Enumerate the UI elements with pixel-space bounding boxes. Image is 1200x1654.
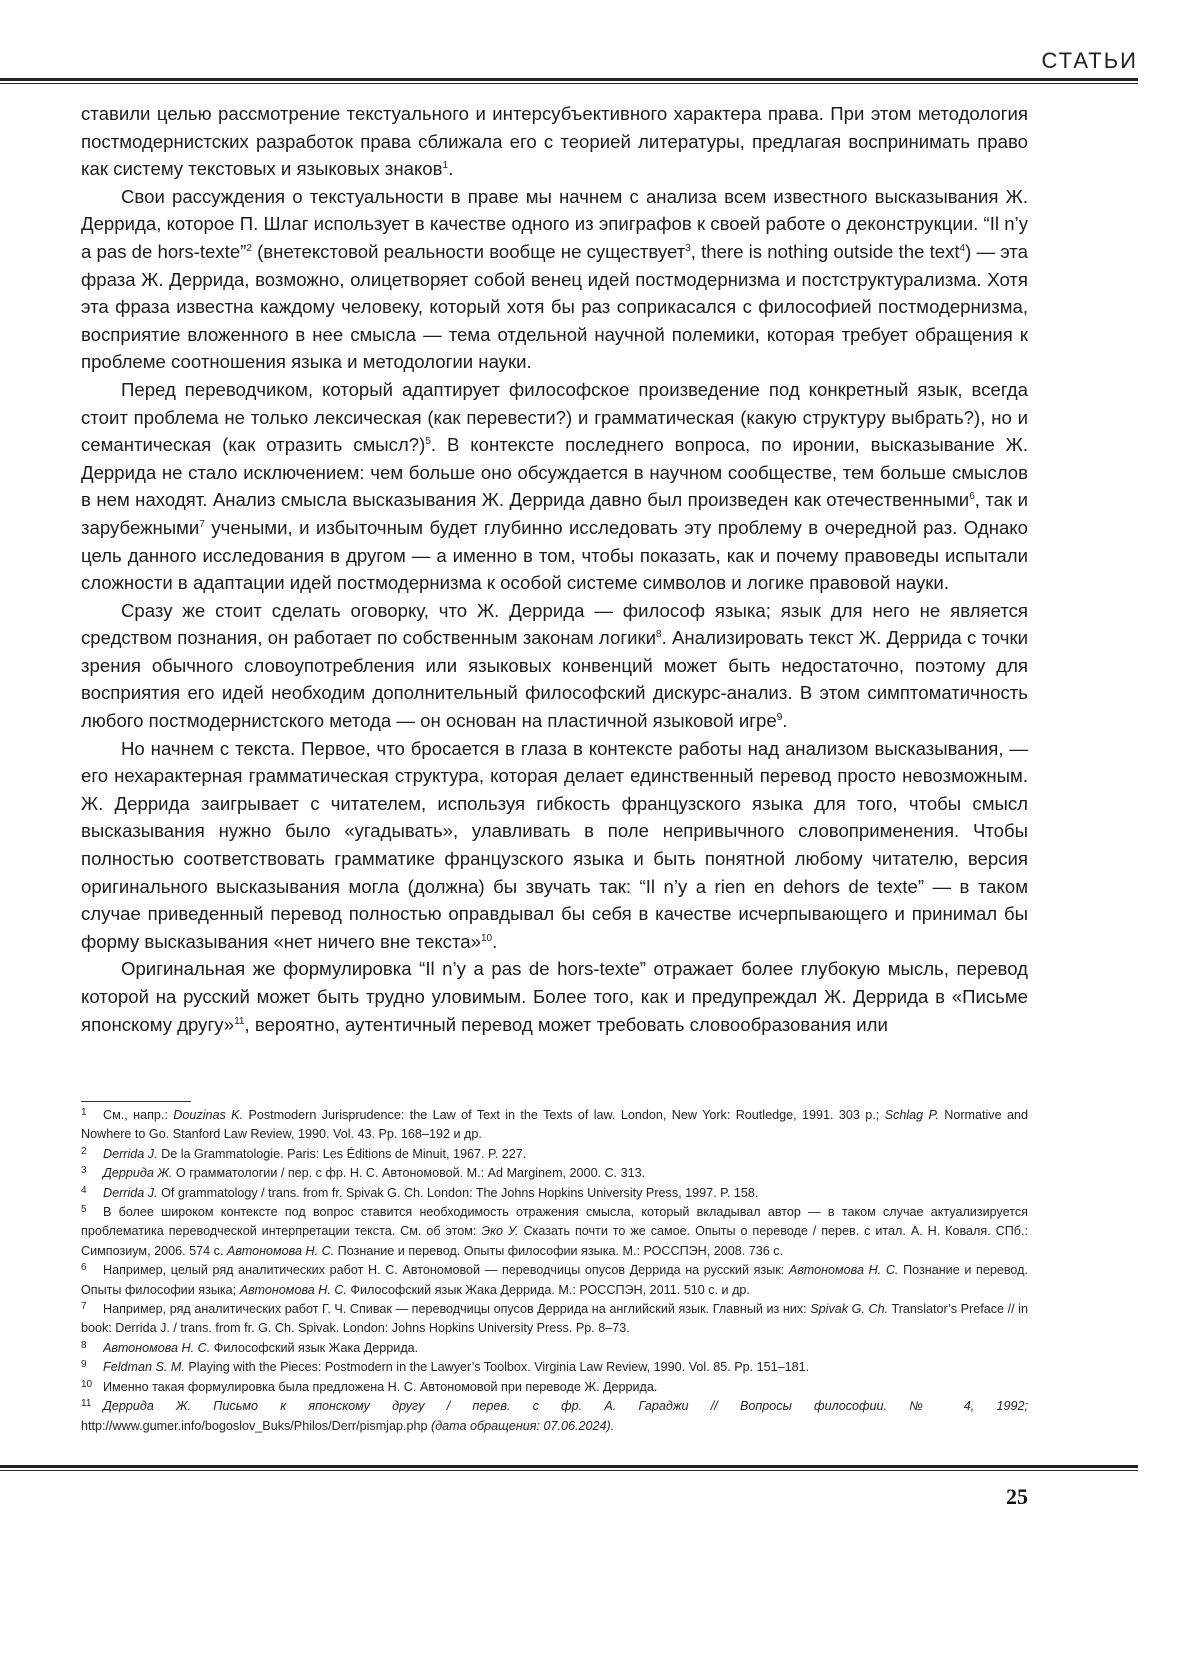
footnote: 9 Feldman S. M. Playing with the Pieces: Postmodern in the Lawyer’s Toolbox. Virginia Law Review, 1990. Vol. 85. Pp. 151–181. (81, 1359, 810, 1375)
text-run: учеными, и избыточным будет глубинно исследовать эту проблему в очередной раз. Однако цель данного исследования в другом — а именно в том, чтобы показать, как и почему правоведы испытали сложности в адаптации идей постмодернизма к особой системе символов и логике правовой науки. (81, 516, 1028, 594)
text-run: De la Grammatologie. Paris: Les Éditions de Minuit, 1967. P. 227. (157, 1146, 527, 1161)
body-paragraph (81, 735, 1028, 956)
body-paragraph (81, 183, 1028, 376)
text-run: Например, ряд аналитических работ Г. Ч. Спивак — переводчицы опусов Деррида на английский язык. Главный из них: (103, 1302, 811, 1317)
italic-text: Feldman S. M. (103, 1360, 185, 1375)
italic-text: Автономова Н. С. (239, 1282, 347, 1297)
italic-text: Spivak G. Ch. (810, 1302, 889, 1317)
text-run: Познание и перевод. Опыты философии языка; (81, 1263, 1028, 1297)
section-label: СТАТЬИ (1041, 48, 1138, 73)
page-number: 25 (1006, 1484, 1028, 1509)
footnote-ref: 11 (234, 1015, 245, 1027)
text-run: Normative and Nowhere to Go. Stanford Law Review, 1990. Vol. 43. Pp. 168–192 и др. (81, 1108, 1029, 1142)
text-run: Of grammatology / trans. from fr. Spivak G. Ch. London: The Johns Hopkins University Press, 1997. P. 158. (157, 1185, 759, 1200)
footnote: 1 См., напр.: Douzinas K. Postmodern Jurisprudence: the Law of Text in the Texts of law. London, New York: Routledge, 1991. 303 p.; Schlag P. Normative and Nowhere to Go. Stanford Law Review, 1990. Vol. 43. Pp. 168–192 и др. (81, 1107, 1029, 1142)
italic-text: Douzinas K. (173, 1108, 244, 1122)
text-run: В более широком контексте под вопрос ставится необходимость отражения смысла, который вкладывал автор — в таком случае актуализируется проблематика переводческой интерпретации текста. См. об этом: (81, 1205, 1028, 1239)
text-run: Философский язык Жака Деррида. М.: РОССПЭН, 2011. 510 с. и др. (346, 1282, 750, 1297)
text-run: (внетекстовой реальности вообще не существует (251, 240, 686, 262)
article-body (81, 100, 1028, 1038)
footnote-ref: 10 (480, 932, 493, 944)
text-run: Сразу же стоит сделать оговорку, что Ж. Деррида — философ языка; язык для него не является средством познания, он работает по собственным законам логики (81, 599, 1028, 649)
footnote-ref: 7 (199, 518, 205, 530)
text-run: . (492, 930, 498, 952)
italic-text: Автономова Н. С. (103, 1340, 211, 1355)
text-run: ) — эта фраза Ж. Деррида, возможно, олицетворяет собой венец идей постмодернизма и постструктурализма. Хотя эта фраза известна каждому человеку, который хотя бы раз соприкасался с философией постмодернизма, восприятие вложенного в нее смысла — тема отдельной научной полемики, которая требует обращения к проблеме соотношения языка и методологии науки. (81, 240, 1028, 373)
italic-text: Derrida J. (103, 1185, 158, 1200)
text-run: Сказать почти то же самое. Опыты о переводе / перев. с итал. А. Н. Коваля. СПб.: Симпозиум, 2006. 574 с. (81, 1224, 1028, 1258)
text-run: , there is nothing outside the text (690, 240, 960, 262)
text-run: Оригинальная же формулировка “Il n’y a pas de hors-texte” отражает более глубокую мысль, перевод которой на русский может быть трудно уловимым. Более того, как и предупреждал Ж. Деррида в «Письме японскому другу» (81, 958, 1028, 1035)
header-rule-thick (0, 78, 1138, 81)
italic-text: Деррида Ж. (103, 1166, 173, 1181)
text-run: Именно такая формулировка была предложена Н. С. Автономовой при переводе Ж. Деррида. (103, 1379, 658, 1394)
footer-rule-thick (0, 1465, 1138, 1468)
italic-text: Derrida J. (103, 1146, 158, 1161)
body-paragraph (81, 955, 1028, 1038)
text-run: Философский язык Жака Деррида. (210, 1340, 419, 1355)
text-run: . В контексте последнего вопроса, по иронии, высказывание Ж. Деррида не стало исключением: чем больше оно обсуждается в научном сообществе, тем больше смыслов в нем находят. Анализ смысла высказывания Ж. Деррида давно был произведен как отечественными (81, 434, 1028, 511)
header-rule-thin (0, 83, 1138, 84)
text-run: Translator’s Preface // in book: Derrida J. / trans. from fr. G. Ch. Spivak. London: Johns Hopkins University Press. Pp. 8–73. (81, 1302, 1028, 1336)
body-paragraph (81, 100, 1028, 183)
text-run: , вероятно, аутентичный перевод может требовать словообразования или (244, 1013, 888, 1035)
running-header (0, 48, 1138, 78)
footnote-ref: 5 (425, 435, 431, 447)
footnote-ref: 3 (685, 242, 691, 254)
footnote-ref: 4 (959, 242, 966, 254)
italic-text: Эко У. (481, 1224, 519, 1239)
footnote: 8 Автономова Н. С. Философский язык Жака Деррида. (81, 1339, 419, 1355)
text-run: Например, целый ряд аналитических работ Н. С. Автономовой — переводчицы опусов Деррида на русский язык: (103, 1263, 789, 1278)
text-run: http://www.gumer.info/bogoslov_Buks/Philos/Derr/pismjap.php (81, 1418, 431, 1433)
italic-text: Автономова Н. С. (788, 1263, 899, 1278)
italic-text: Деррида Ж. Письмо к японскому другу / перев. с фр. А. Гараджи // Вопросы философии. № 4, 1992; (103, 1399, 1028, 1414)
body-paragraph (81, 597, 1028, 735)
body-paragraph (81, 376, 1028, 597)
text-run: Но начнем с текста. Первое, что бросается в глаза в контексте работы над анализом высказывания, — его нехарактерная грамматическая структура, которая делает единственный перевод просто невозможным. Ж. Деррида заигрывает с читателем, используя гибкость французского языка для того, чтобы смысл высказывания нужно было «угадывать», улавливать в поле непривычного словоприменения. Чтобы полностью соответствовать грамматике французского языка и быть понятной любому читателю, версия оригинального высказывания могла (должна) бы звучать так: “Il n’y a rien en dehors de texte” — в таком случае приведенный перевод полностью оправдывал бы себя в качестве исчерпывающего и принимал бы форму высказывания «нет ничего вне текста» (81, 737, 1028, 952)
text-run: Свои рассуждения о текстуальности в праве мы начнем с анализа всем известного высказывания Ж. Деррида, которое П. Шлаг использует в качестве одного из эпиграфов к своей работе о деконструкции. “Il n’y a pas de hors-texte” (81, 185, 1028, 262)
footnote-ref: 2 (246, 242, 252, 254)
footnote: 11 Деррида Ж. Письмо к японскому другу / перев. с фр. А. Гараджи // Вопросы философии. № 4, 1992; http://www.gumer.info/bogoslov_Buks/Philos/Derr/pismjap.php (дата обращения: 07.06.2024). (81, 1398, 1028, 1433)
footnote-ref: 8 (656, 629, 662, 641)
text-run: О грамматологии / пер. с фр. Н. С. Автономовой. М.: Ad Marginem, 2000. С. 313. (172, 1166, 646, 1181)
footer-rule-thin (0, 1470, 1138, 1471)
footnote-ref: 6 (969, 491, 975, 503)
footnote: 7 Например, ряд аналитических работ Г. Ч. Спивак — переводчицы опусов Деррида на английский язык. Главный из них: Spivak G. Ch. Translator’s Preface // in book: Derrida J. / trans. from fr. G. Ch. Spivak. London: Johns Hopkins University Press. Pp. 8–73. (81, 1301, 1028, 1336)
footnote: 3 Деррида Ж. О грамматологии / пер. с фр. Н. С. Автономовой. М.: Ad Marginem, 2000. С. 313. (81, 1165, 646, 1181)
text-run: Postmodern Jurisprudence: the Law of Text in the Texts of law. London, New York: Routledge, 1991. 303 p.; (243, 1108, 885, 1122)
text-run: , так и зарубежными (81, 489, 1029, 538)
text-run: . (448, 158, 454, 180)
footnote-separator (81, 1101, 191, 1102)
footnote: 5 В более широком контексте под вопрос ставится необходимость отражения смысла, который вкладывал автор — в таком случае актуализируется проблематика переводческой интерпретации текста. См. об этом: Эко У. Сказать почти то же самое. Опыты о переводе / перев. с итал. А. Н. Коваля. СПб.: Симпозиум, 2006. 574 с. Автономова Н. С. Познание и перевод. Опыты философии языка. М.: РОССПЭН, 2008. 736 с. (81, 1204, 1028, 1258)
footnotes (81, 1106, 1028, 1436)
text-run: Playing with the Pieces: Postmodern in the Lawyer’s Toolbox. Virginia Law Review, 1990. Vol. 85. Pp. 151–181. (184, 1360, 810, 1375)
text-run: ставили целью рассмотрение текстуального и интерсубъективного характера права. При этом методология постмодернистских разработок права сближала его с теорией литературы, предлагая воспринимать право как систему текстовых и языковых знаков (81, 103, 1028, 180)
italic-text: Schlag P. (884, 1108, 939, 1122)
text-run: . Анализировать текст Ж. Деррида с точки зрения обычного словоупотребления или языковых конвенций может быть недостаточно, поэтому для восприятия его идей необходим дополнительный философский дискурс-анализ. В этом симптоматичность любого постмодернистского метода — он основан на пластичной языковой игре (81, 627, 1028, 732)
footnote-ref: 9 (776, 711, 783, 723)
text-run: Перед переводчиком, который адаптирует философское произведение под конкретный язык, всегда стоит проблема не только лексическая (как перевести?) и грамматическая (какую структуру выбрать?), но и семантическая (как отразить смысл?) (81, 378, 1028, 456)
text-run: Познание и перевод. Опыты философии языка. М.: РОССПЭН, 2008. 736 с. (334, 1243, 784, 1258)
footnote-ref: 1 (442, 160, 449, 171)
footnote: 4 Derrida J. Of grammatology / trans. from fr. Spivak G. Ch. London: The Johns Hopkins University Press, 1997. P. 158. (81, 1184, 759, 1200)
text-run: . (782, 710, 788, 732)
italic-text: Автономова Н. С. (226, 1243, 335, 1258)
footnote: 10 Именно такая формулировка была предложена Н. С. Автономовой при переводе Ж. Деррида. (81, 1378, 658, 1394)
text-run: См., напр.: (103, 1108, 174, 1122)
footnote: 6 Например, целый ряд аналитических работ Н. С. Автономовой — переводчицы опусов Деррида на русский язык: Автономова Н. С. Познание и перевод. Опыты философии языка; Автономова Н. С. Философский язык Жака Деррида. М.: РОССПЭН, 2011. 510 с. и др. (81, 1262, 1028, 1297)
footnote: 2 Derrida J. De la Grammatologie. Paris: Les Éditions de Minuit, 1967. P. 227. (81, 1145, 527, 1161)
italic-text: (дата обращения: 07.06.2024). (431, 1418, 615, 1433)
